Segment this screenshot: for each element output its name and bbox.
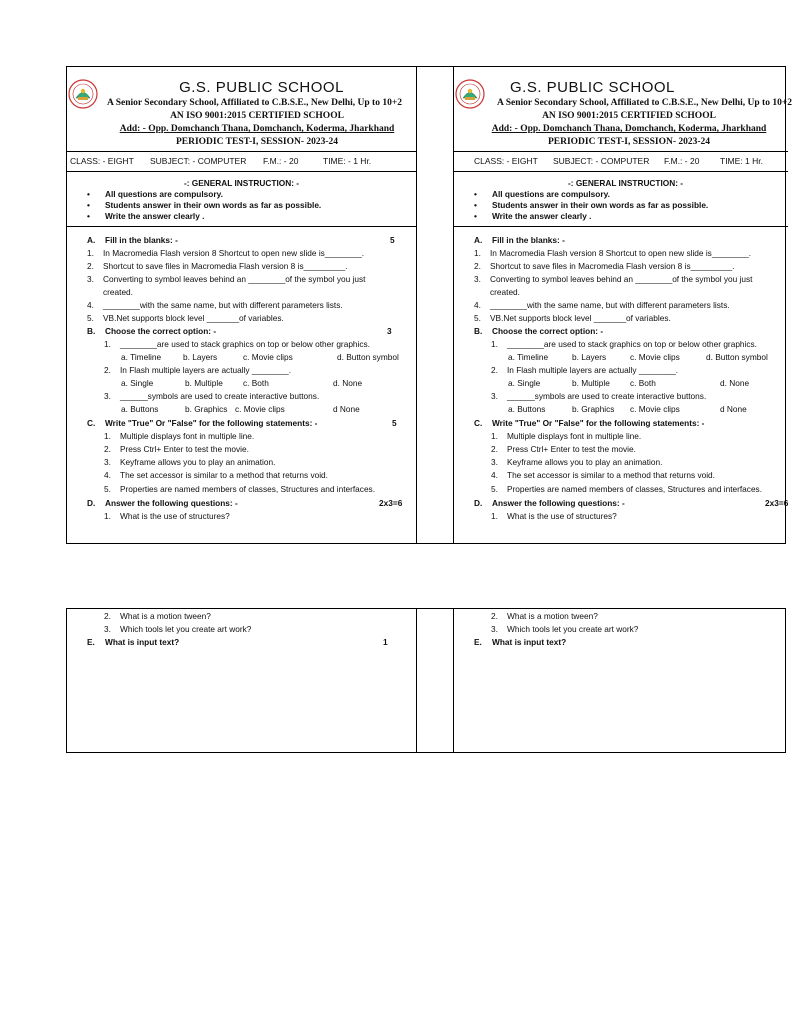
- option-c: c. Movie clips: [235, 404, 285, 414]
- option-b: b. Graphics: [572, 404, 615, 414]
- question-number: 2.: [104, 365, 111, 375]
- subject-label: SUBJECT: - COMPUTER: [553, 156, 650, 166]
- question-number: 1.: [474, 248, 481, 258]
- question-text: ______symbols are used to create interactive buttons.: [507, 391, 707, 401]
- option-d: d None: [333, 404, 360, 414]
- divider: [454, 226, 788, 227]
- question-text: Which tools let you create art work?: [507, 624, 639, 634]
- question-number: 3.: [491, 624, 498, 634]
- option-a: a. Buttons: [508, 404, 546, 414]
- section-title: Choose the correct option: -: [105, 326, 217, 336]
- question-text: In Macromedia Flash version 8 Shortcut to open new slide is________.: [490, 248, 752, 258]
- question-item: [87, 261, 347, 271]
- question-number: 2.: [104, 444, 111, 454]
- question-text: Shortcut to save files in Macromedia Flash version 8 is_________.: [490, 261, 735, 271]
- iso-certification: AN ISO 9001:2015 CERTIFIED SCHOOL: [170, 111, 344, 121]
- question-item: [87, 300, 343, 310]
- instruction-text: Students answer in their own words as far as possible.: [492, 200, 709, 210]
- question-item: [104, 457, 275, 467]
- question-text: Shortcut to save files in Macromedia Flash version 8 is_________.: [103, 261, 348, 271]
- question-item: [87, 274, 365, 284]
- option-a: a. Timeline: [121, 352, 162, 362]
- option-b: b. Layers: [572, 352, 607, 362]
- section-e-heading: [87, 637, 179, 647]
- section-d-heading: [474, 498, 625, 508]
- section-title: Answer the following questions: -: [492, 498, 625, 508]
- section-letter: D.: [474, 498, 483, 508]
- section-a-heading: [474, 235, 565, 245]
- option-c: c. Movie clips: [630, 352, 680, 362]
- question-text: ______symbols are used to create interactive buttons.: [120, 391, 320, 401]
- question-item: [491, 391, 706, 401]
- paper-column-right: [453, 609, 788, 752]
- question-text: VB.Net supports block level _______of variables.: [490, 313, 671, 323]
- paper-column-left: [67, 609, 417, 752]
- section-title: Write "True" Or "False" for the following statements: -: [492, 418, 705, 428]
- section-letter: E.: [474, 637, 482, 647]
- question-number: 2.: [474, 261, 481, 271]
- section-c-heading: [474, 418, 704, 428]
- class-label: CLASS: - EIGHT: [70, 156, 134, 166]
- divider: [454, 171, 788, 172]
- section-c-marks: 5: [392, 418, 397, 428]
- question-item: [474, 300, 730, 310]
- school-address: Add: - Opp. Domchanch Thana, Domchanch, Koderma, Jharkhand: [119, 124, 395, 134]
- paper-column-right: [453, 67, 792, 543]
- instruction-text: Write the answer clearly .: [105, 211, 205, 221]
- question-item: [491, 611, 598, 621]
- question-number: 2.: [491, 611, 498, 621]
- section-d-heading: [87, 498, 238, 508]
- section-d-marks: 2x3=6: [765, 498, 789, 508]
- option-c: c. Both: [243, 378, 269, 388]
- divider: [67, 226, 416, 227]
- bullet-icon: •: [474, 200, 477, 210]
- question-item: [104, 470, 328, 480]
- question-item: [104, 431, 254, 441]
- question-number: 1.: [87, 248, 94, 258]
- section-e-heading: [474, 637, 566, 647]
- option-b: b. Layers: [183, 352, 218, 362]
- question-number: 1.: [491, 511, 498, 521]
- option-d: d. Button symbol: [706, 352, 768, 362]
- subject-label: SUBJECT: - COMPUTER: [150, 156, 247, 166]
- divider: [67, 171, 416, 172]
- question-item: [491, 365, 678, 375]
- instruction-item: [87, 189, 223, 199]
- question-number: 3.: [104, 391, 111, 401]
- question-item: [104, 444, 249, 454]
- question-number: 5.: [491, 484, 498, 494]
- question-number: 4.: [87, 300, 94, 310]
- question-item: [104, 339, 370, 349]
- question-item: [104, 624, 251, 634]
- question-number: 2.: [87, 261, 94, 271]
- question-text: In Flash multiple layers are actually ________.: [507, 365, 679, 375]
- section-b-heading: [474, 326, 603, 336]
- section-letter: C.: [87, 418, 96, 428]
- question-number: 3.: [104, 624, 111, 634]
- question-text: In Flash multiple layers are actually ________.: [120, 365, 292, 375]
- question-text: What is the use of structures?: [507, 511, 617, 521]
- section-title: Fill in the blanks: -: [492, 235, 565, 245]
- full-marks-label: F.M.: - 20: [263, 156, 299, 166]
- question-text: Press Ctrl+ Enter to test the movie.: [507, 444, 636, 454]
- divider: [454, 151, 788, 152]
- option-d: d. None: [333, 378, 363, 388]
- school-address: Add: - Opp. Domchanch Thana, Domchanch, Koderma, Jharkhand: [491, 124, 767, 134]
- option-c: c. Movie clips: [243, 352, 293, 362]
- question-number: 1.: [104, 431, 111, 441]
- section-b-marks: 3: [387, 326, 392, 336]
- question-text: In Macromedia Flash version 8 Shortcut to open new slide is________.: [103, 248, 365, 258]
- question-text: ________are used to stack graphics on top or below other graphics.: [507, 339, 757, 349]
- option-b: b. Multiple: [185, 378, 223, 388]
- question-item: [104, 511, 230, 521]
- question-item: [491, 444, 636, 454]
- question-item: [87, 248, 364, 258]
- option-a: a. Buttons: [121, 404, 159, 414]
- question-number: 1.: [104, 339, 111, 349]
- question-number: 5.: [104, 484, 111, 494]
- question-text-continued: created.: [103, 287, 133, 297]
- question-item: [491, 484, 762, 494]
- question-text: VB.Net supports block level _______of variables.: [103, 313, 284, 323]
- question-item: [87, 313, 284, 323]
- bullet-icon: •: [474, 211, 477, 221]
- question-item: [474, 261, 734, 271]
- instruction-item: [474, 189, 610, 199]
- instruction-heading: -: GENERAL INSTRUCTION: -: [183, 178, 300, 188]
- question-item: [104, 611, 211, 621]
- bullet-icon: •: [87, 200, 90, 210]
- class-label: CLASS: - EIGHT: [474, 156, 538, 166]
- question-text: Which tools let you create art work?: [120, 624, 252, 634]
- section-letter: C.: [474, 418, 483, 428]
- question-text: Multiple displays font in multiple line.: [120, 431, 255, 441]
- section-letter: E.: [87, 637, 95, 647]
- question-text: Multiple displays font in multiple line.: [507, 431, 642, 441]
- question-number: 5.: [87, 313, 94, 323]
- bullet-icon: •: [87, 211, 90, 221]
- section-a-marks: 5: [390, 235, 395, 245]
- option-d: d None: [720, 404, 747, 414]
- question-item: [491, 339, 757, 349]
- question-number: 4.: [491, 470, 498, 480]
- question-text-continued: created.: [490, 287, 520, 297]
- question-item: [104, 391, 319, 401]
- question-number: 3.: [491, 391, 498, 401]
- question-item: [491, 470, 715, 480]
- question-text: What is the use of structures?: [120, 511, 230, 521]
- full-marks-label: F.M.: - 20: [664, 156, 700, 166]
- section-title: What is input text?: [105, 637, 180, 647]
- section-title: What is input text?: [492, 637, 567, 647]
- instruction-heading: -: GENERAL INSTRUCTION: -: [568, 178, 684, 188]
- question-text: The set accessor is similar to a method that returns void.: [120, 470, 328, 480]
- option-c: c. Both: [630, 378, 656, 388]
- question-text: What is a motion tween?: [120, 611, 211, 621]
- question-text: ________with the same name, but with different parameters lists.: [490, 300, 730, 310]
- question-item: [474, 274, 752, 284]
- question-text: Properties are named members of classes, Structures and interfaces.: [120, 484, 376, 494]
- instruction-item: [87, 211, 204, 221]
- question-number: 4.: [104, 470, 111, 480]
- instruction-item: [474, 200, 708, 210]
- option-a: a. Single: [508, 378, 541, 388]
- section-d-marks: 2x3=6: [379, 498, 403, 508]
- option-a: a. Timeline: [508, 352, 549, 362]
- option-d: d. None: [720, 378, 750, 388]
- question-text: What is a motion tween?: [507, 611, 598, 621]
- section-letter: B.: [87, 326, 96, 336]
- question-item: [474, 248, 751, 258]
- option-b: b. Multiple: [572, 378, 610, 388]
- section-title: Answer the following questions: -: [105, 498, 238, 508]
- school-affiliation: A Senior Secondary School, Affiliated to C.B.S.E., New Delhi, Up to 10+2: [497, 98, 792, 108]
- question-text: Converting to symbol leaves behind an ________of the symbol you just: [490, 274, 753, 284]
- question-text: Converting to symbol leaves behind an ________of the symbol you just: [103, 274, 366, 284]
- test-title: PERIODIC TEST-I, SESSION- 2023-24: [175, 137, 339, 147]
- school-name: G.S. PUBLIC SCHOOL: [179, 79, 344, 96]
- question-number: 3.: [474, 274, 481, 284]
- section-letter: D.: [87, 498, 96, 508]
- question-item: [474, 313, 671, 323]
- question-number: 3.: [491, 457, 498, 467]
- option-b: b. Graphics: [185, 404, 228, 414]
- instruction-text: All questions are compulsory.: [105, 189, 223, 199]
- bullet-icon: •: [474, 189, 477, 199]
- question-number: 1.: [104, 511, 111, 521]
- option-d: d. Button symbol: [337, 352, 399, 362]
- question-text: ________with the same name, but with different parameters lists.: [103, 300, 343, 310]
- question-number: 5.: [474, 313, 481, 323]
- school-affiliation: A Senior Secondary School, Affiliated to C.B.S.E., New Delhi, Up to 10+2: [107, 98, 403, 108]
- question-paper-bottom: [66, 608, 786, 753]
- question-number: 4.: [474, 300, 481, 310]
- question-number: 2.: [491, 365, 498, 375]
- instruction-item: [474, 211, 591, 221]
- section-letter: B.: [474, 326, 483, 336]
- question-text: Press Ctrl+ Enter to test the movie.: [120, 444, 249, 454]
- question-text: Properties are named members of classes, Structures and interfaces.: [507, 484, 763, 494]
- instruction-text: All questions are compulsory.: [492, 189, 610, 199]
- question-text: ________are used to stack graphics on top or below other graphics.: [120, 339, 370, 349]
- divider: [67, 151, 416, 152]
- section-title: Choose the correct option: -: [492, 326, 604, 336]
- school-logo-icon: [455, 79, 485, 109]
- question-number: 1.: [491, 339, 498, 349]
- question-item: [104, 365, 291, 375]
- section-a-heading: [87, 235, 178, 245]
- time-label: TIME: - 1 Hr.: [323, 156, 372, 166]
- school-name: G.S. PUBLIC SCHOOL: [510, 79, 675, 96]
- option-a: a. Single: [121, 378, 154, 388]
- question-number: 1.: [491, 431, 498, 441]
- section-letter: A.: [87, 235, 96, 245]
- question-text: Keyframe allows you to play an animation.: [507, 457, 663, 467]
- instruction-text: Students answer in their own words as far as possible.: [105, 200, 322, 210]
- question-item: [104, 484, 375, 494]
- question-item: [491, 457, 662, 467]
- question-number: 3.: [87, 274, 94, 284]
- instruction-text: Write the answer clearly .: [492, 211, 592, 221]
- test-title: PERIODIC TEST-I, SESSION- 2023-24: [547, 137, 711, 147]
- section-title: Fill in the blanks: -: [105, 235, 178, 245]
- section-title: Write "True" Or "False" for the following statements: -: [105, 418, 318, 428]
- question-item: [491, 624, 638, 634]
- question-text: Keyframe allows you to play an animation.: [120, 457, 276, 467]
- bullet-icon: •: [87, 189, 90, 199]
- section-b-heading: [87, 326, 216, 336]
- section-c-heading: [87, 418, 317, 428]
- iso-certification: AN ISO 9001:2015 CERTIFIED SCHOOL: [542, 111, 716, 121]
- question-paper-top: [66, 66, 792, 544]
- section-e-marks: 1: [383, 637, 388, 647]
- instruction-item: [87, 200, 321, 210]
- paper-column-left: [67, 67, 417, 543]
- question-number: 3.: [104, 457, 111, 467]
- question-item: [491, 431, 641, 441]
- question-text: The set accessor is similar to a method that returns void.: [507, 470, 715, 480]
- option-c: c. Movie clips: [630, 404, 680, 414]
- section-letter: A.: [474, 235, 483, 245]
- question-item: [491, 511, 617, 521]
- question-number: 2.: [491, 444, 498, 454]
- question-number: 2.: [104, 611, 111, 621]
- time-label: TIME: 1 Hr.: [720, 156, 763, 166]
